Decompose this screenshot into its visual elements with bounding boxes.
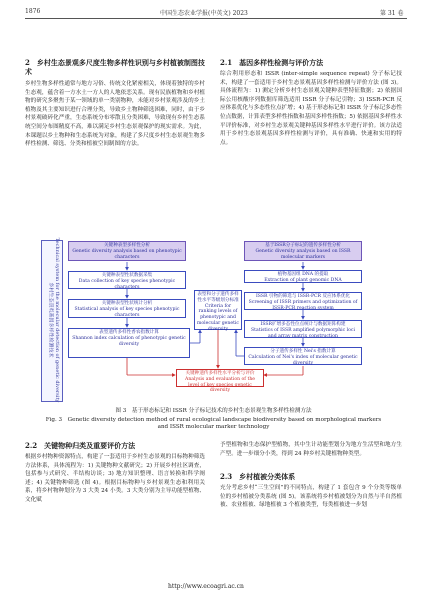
section-2-2-paragraph: 根据乡村物种资源特点，构建了一套适用于乡村生态景观的目标物种筛选方法体系，具体流程为：1) 关键物种文献研究；2) 开展乡村社区调查，包括参与式研究、半结构访谈；3) 地方知识整理、语言转换和科学阐述；4) 关键物种筛选 (图 4)。根据目标物种与乡村景观生态和利用关系，将乡村物种划分为 3 大类 24 小类。3 大类分别为主导功能型植物、文化赋 — [25, 454, 205, 503]
left-step-3-box — [68, 328, 190, 358]
section-2-2-continued: 予型植物和生态保护型植物，其中生计功能型划分为地方生活型和地方生产型。进一步细分小类，得到 24 种乡村关键植物种类型。 — [220, 442, 402, 457]
bottom-evaluation-en: Analysis and evaluation of the level of key species genetic diversity — [185, 376, 255, 394]
figure-caption-en: Fig. 3 Genetic diversity detection method of rural ecological landscape biodiversity based on morphological markers and ISSR molecular marker technology — [45, 417, 382, 431]
right-step-1-en: Extraction of plant genomic DNA — [264, 277, 342, 283]
bottom-evaluation-cn: 关键种遗传多样性水平分析与评价 — [185, 371, 255, 376]
left-header-box — [68, 241, 186, 261]
figure-outer-label-en: Technical system for the molecular detection of genetic diversity — [54, 237, 60, 403]
section-2-3-title: 2.3 乡村植被分类体系 — [220, 472, 296, 481]
section-2-1-paragraph: 综合利用形态和 ISSR (inter-simple sequence repeat) 分子标记技术，构建了一套适用于乡村生态景观基因多样性检测与评价方法 (图 3)。具体流程为：1) 测定分析乡村生态景观关键种表型特征数据；2) 依据国际公用核酸序列数据库筛选适用 ISSR 分子标记引物；3) ISSR-PCR 反应体系优化与多态性位点扩增；4) 基于形态标记和 ISSR 分子标记多态性位点数据，计算表型多样性指数和基因多样性指数；5) 依据基因多样性水平评价标准，对乡村生态景观关键种基因多样性水平进行评价。该方法适用于乡村生态景观基因多样性检测与评价，具有准确、快速和实用的特点。 — [220, 71, 402, 146]
left-step-2-box — [68, 299, 186, 318]
right-step-4-box — [244, 347, 362, 365]
right-header-box — [244, 241, 362, 261]
left-header-en: Genetic diversity analysis based on phenotypic characters — [72, 248, 182, 260]
figure-outer-label-cn: 乡村生态景观基因多样性检测技术 — [47, 282, 54, 358]
section-2-2-title: 2.2 关键物种归类及重要评价方法 — [25, 441, 136, 450]
left-step-1-cn: 关键种表型性状数据采集 — [101, 273, 153, 278]
left-step-2-en: Statistical analysis of key species phenotypic characters — [74, 306, 180, 318]
left-step-1-en: Data collection of key species phenotypic characters — [78, 278, 176, 290]
right-step-4-cn: 分子遗传多样性 Nei's 指数计算 — [270, 349, 336, 354]
figure-caption-cn: 图 3 基于形态标记和 ISSR 分子标记技术的乡村生态景观生物多样性检测方法 — [115, 408, 312, 414]
volume-label: 第 31 卷 — [380, 10, 404, 17]
right-step-1-box — [244, 270, 362, 283]
right-step-3-en: Statistics of ISSR amplified polymorphic loci and array matrix construction — [251, 327, 355, 339]
left-step-3-en: Shannon index calculation of phenotypic genetic diversity — [72, 335, 186, 347]
left-step-1-box — [68, 271, 186, 289]
left-header-cn: 关键种表型多样性分析 — [104, 243, 150, 248]
section-2-3-paragraph: 充分考虑乡村“三生空间”的不同特点，构建了 1 套包含 9 个分类等级单位的乡村植被分类系统 (图 5)。该系统将乡村植被划分为自然与半自然植被、农业植被、绿地植被 3 个植被类型，每类植被进一步划 — [220, 485, 402, 509]
left-step-3-cn: 表型遗传多样性香农指数计算 — [99, 330, 159, 335]
section-2-1-title: 2.1 基因多样性检测与评价方法 — [220, 58, 324, 67]
right-step-3-cn: ISSR扩增多态性位点统计与数据矩阵构建 — [260, 322, 346, 327]
center-criteria-box — [194, 290, 242, 330]
right-header-en: Genetic diversity analysis based on ISSR molecular markers — [255, 248, 351, 260]
left-step-2-cn: 关键种表型性状统计分析 — [101, 301, 153, 306]
bottom-evaluation-box — [176, 369, 264, 394]
right-step-2-box — [244, 292, 362, 310]
section-2-title: 2 乡村生态景观多尺度生物多样性识别与乡村植被制图技术 — [25, 58, 205, 76]
right-step-4-en: Calculation of Nei's index of molecular genetic diversity — [248, 354, 358, 366]
right-step-2-cn: ISSR 引物的筛选与 ISSR-PCR 反应体系优化 — [255, 294, 351, 299]
right-step-1-cn: 植物基因组 DNA 的提取 — [277, 272, 329, 277]
center-criteria-cn: 表型和分子遗传多样性水平等级划分标准 — [197, 292, 239, 303]
right-header-cn: 基于ISSR分子标记的遗传多样性分析 — [265, 243, 341, 248]
center-criteria-en: Criteria for ranking levels of phenotypic and molecular genetic diversity — [197, 303, 239, 332]
page-number: 1876 — [25, 8, 41, 15]
footer-url[interactable]: http://www.ecoagri.ac.cn — [168, 583, 244, 590]
right-step-3-box — [244, 320, 362, 338]
right-step-2-en: Screening of ISSR primers and optimization of ISSR-PCR reaction system — [248, 299, 358, 311]
section-2-paragraph: 乡村生物多样性通常与地方习俗、传统文化紧密相关，体现着独特的乡村生态观，蕴含着一方水土一方人的人地依恋关系。现有民族植物和乡村植物的研究多聚焦于某一领域的单一类别物种，未能对乡村景观涉及的乡土植物及其主要知识进行合理分类，导致乡土物种筛选困难，同时，由于乡村景观破碎化严重，生态系统分布零散且分类困难，导致现有乡村生态系统空间分布图精度不高，难以满足乡村生态景观保护的现实需求。为此，本课题以乡土物种和生态系统为对象，构建了多尺度乡村生态景观生物多样性检测、筛选、分类和植被空间制图的方法。 — [25, 81, 205, 148]
journal-title: 中国生态农业学报(中英文) 2023 — [160, 10, 248, 17]
